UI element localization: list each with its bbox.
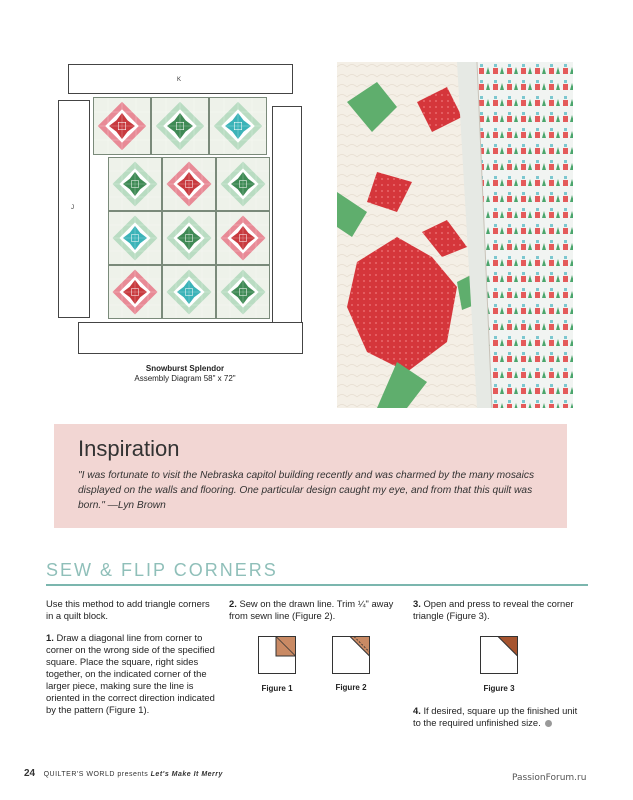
inspiration-title: Inspiration [78,436,180,461]
figure-2 [332,636,370,674]
issue-name: Let's Make It Merry [150,771,223,778]
step-4-text: If desired, square up the finished unit to the required unfinished size. [413,705,578,728]
step-3 [413,598,585,622]
quilt-block-art [217,158,269,210]
label-j: J [71,205,74,211]
instructions-column-1 [46,598,218,716]
quilt-block [108,211,162,265]
section-divider [46,584,588,586]
quilt-block-art [217,266,269,318]
step-1-number: 1. [46,632,54,643]
border-strip-k [68,64,293,94]
quilt-block [162,265,216,319]
page-number: 24 [24,768,36,779]
quilt-block-art [109,266,161,318]
quilt-block-art [109,158,161,210]
assembly-diagram [55,60,310,360]
quilt-block [162,211,216,265]
section-title: SEW & FLIP CORNERS [46,560,278,580]
inspiration-quote: "I was fortunate to visit the Nebraska capitol building recently and was charmed by the many mosaics displayed on the walls and flooring. One particular design caught my eye, and from that this quilt was born." —Lyn Brown [78,470,535,511]
step-2-number: 2. [229,598,237,609]
step-3-text: Open and press to reveal the corner triangle (Figure 3). [413,598,574,621]
block-grid [108,157,270,319]
step-1-text: Draw a diagonal line from corner to corner on the wrong side of the specified square. Place the square, right sides together, on the indicated corner of the larger piece, making sure the line is oriented in the correct direction indicated by the pattern (Figure 1). [46,632,215,715]
diagram-caption-subtitle: Assembly Diagram 58" x 72" [134,374,236,383]
quilt-block-art [109,212,161,264]
figure-2-label: Figure 2 [335,683,367,692]
border-strip-j [58,100,90,318]
border-strip-bottom [78,322,303,354]
top-row-blocks [93,97,269,155]
quilt-block [108,265,162,319]
figure-1-illustration [258,636,296,674]
instructions-column-3 [413,598,585,622]
figure-3 [480,636,518,674]
figure-2-illustration [332,636,370,674]
diagram-caption-title: Snowburst Splendor [145,364,225,373]
quilt-photo [337,62,573,408]
instructions-column-2 [229,598,399,622]
step-4-number: 4. [413,705,421,716]
page-footer [24,768,223,779]
quilt-block-art [163,266,215,318]
quilt-block [216,157,270,211]
intro-text: Use this method to add triangle corners in a quilt block. [46,598,210,621]
figure-1 [258,636,296,674]
step-2-text: Sew on the drawn line. Trim ¼" away from sewn line (Figure 2). [229,598,394,621]
quilt-block-art [152,98,208,154]
label-k: K [177,77,182,83]
quilt-block [216,265,270,319]
figure-1-label: Figure 1 [261,684,293,693]
quilt-block-art [163,212,215,264]
quilt-block-art [210,98,266,154]
quilt-block [93,97,151,155]
step-2 [229,598,399,622]
inspiration-box [54,424,567,528]
step-3-number: 3. [413,598,421,609]
quilt-block [209,97,267,155]
quilt-block-art [163,158,215,210]
magazine-name: QUILTER'S WORLD presents [43,771,149,778]
figure-3-label: Figure 3 [483,684,515,693]
quilt-block [108,157,162,211]
quilt-block [216,211,270,265]
quilt-block [151,97,209,155]
quilt-block-art [217,212,269,264]
quilt-block-art [94,98,150,154]
figure-3-illustration [480,636,518,674]
step-1 [46,632,218,716]
quilt-block [162,157,216,211]
border-strip-right [272,106,302,326]
step-4 [413,705,585,729]
watermark: PassionForum.ru [512,773,587,783]
quilt-photo-illustration [337,62,573,408]
end-mark-icon [545,720,552,727]
